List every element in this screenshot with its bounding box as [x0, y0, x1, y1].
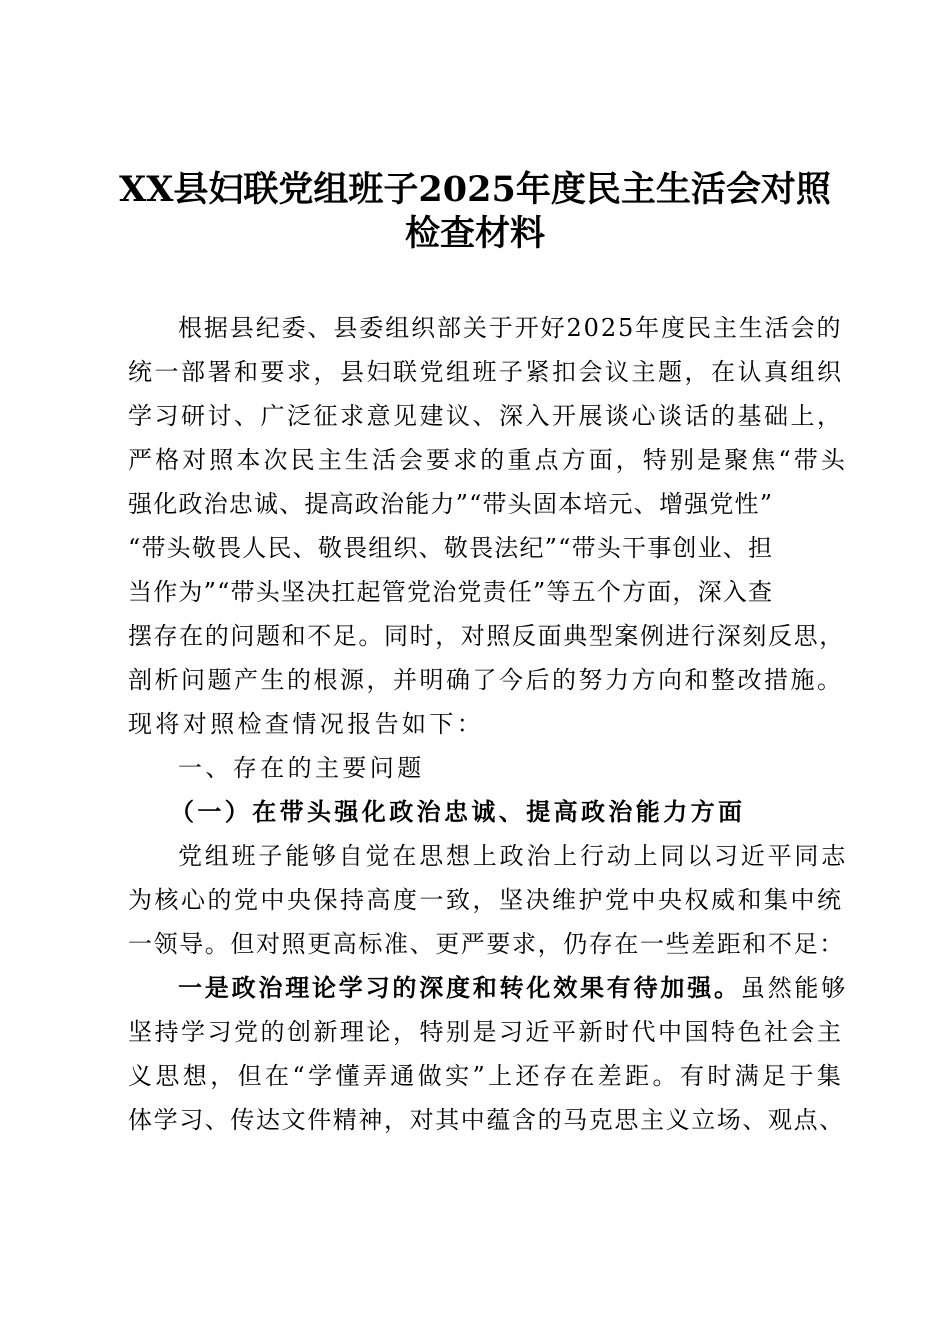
intro-line: 现将对照检查情况报告如下： [128, 710, 485, 738]
intro-line: “带头敬畏人民、敬畏组织、敬畏法纪”“带头干事创业、担 [128, 534, 774, 562]
intro-line: 严格对照本次民主生活会要求的重点方面，特别是聚焦“带头 [128, 446, 848, 474]
document-title-line-1: XX县妇联党组班子2025年度民主生活会对照 [119, 169, 831, 210]
intro-line: 统一部署和要求，县妇联党组班子紧扣会议主题，在认真组织 [128, 358, 844, 386]
section-heading: 一、存在的主要问题 [178, 754, 425, 782]
document-title-line-2: 检查材料 [404, 213, 545, 254]
intro-line: 强化政治忠诚、提高政治能力”“带头固本培元、增强党性” [128, 490, 774, 518]
subsection-body-line: 一领导。但对照更高标准、更严要求，仍存在一些差距和不足： [128, 930, 845, 958]
subsection-body-line: 党组班子能够自觉在思想上政治上行动上同以习近平同志 [178, 842, 848, 870]
point-lead-sentence: 一是政治理论学习的深度和转化效果有待加强。 [178, 973, 741, 1002]
intro-line: 根据县纪委、县委组织部关于开好2025年度民主生活会的 [178, 314, 843, 342]
point-lead-continuation: 虽然能够 [740, 974, 849, 1002]
intro-line: 摆存在的问题和不足。同时，对照反面典型案例进行深刻反思， [128, 622, 845, 650]
intro-line: 学习研讨、广泛征求意见建议、深入开展谈心谈话的基础上， [128, 402, 844, 430]
point-first-line [178, 973, 848, 1003]
point-body-line: 坚持学习党的创新理论，特别是习近平新时代中国特色社会主 [128, 1018, 844, 1046]
subsection-heading: （一）在带头强化政治忠诚、提高政治能力方面 [170, 797, 746, 826]
subsection-body-line: 为核心的党中央保持高度一致，坚决维护党中央权威和集中统 [128, 886, 844, 914]
point-body-line: 义思想，但在“学懂弄通做实”上还存在差距。有时满足于集 [128, 1062, 845, 1090]
intro-line: 剖析问题产生的根源，并明确了今后的努力方向和整改措施。 [128, 666, 844, 694]
intro-line: 当作为”“带头坚决扛起管党治党责任”等五个方面，深入查 [128, 578, 774, 606]
point-body-line: 体学习、传达文件精神，对其中蕴含的马克思主义立场、观点、 [128, 1106, 845, 1134]
